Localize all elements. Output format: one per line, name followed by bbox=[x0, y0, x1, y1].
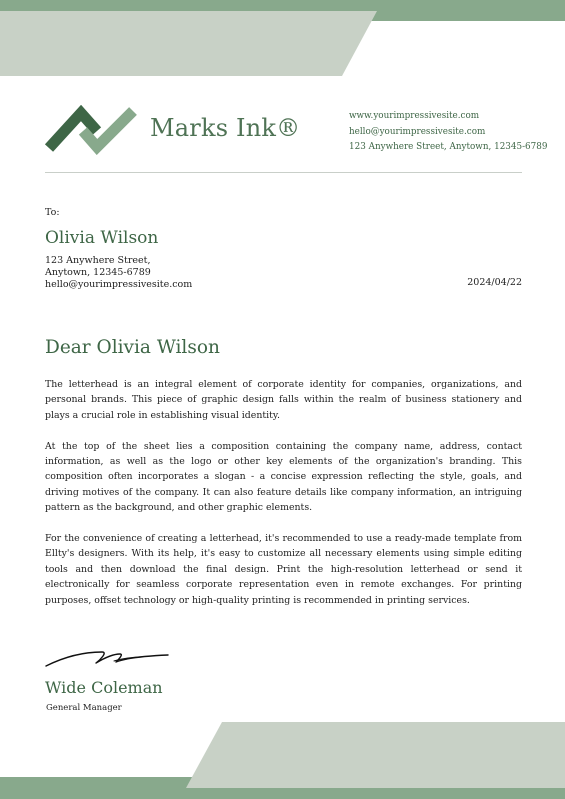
recipient-address-line1: 123 Anywhere Street, bbox=[45, 255, 151, 266]
company-address: 123 Anywhere Street, Anytown, 12345-6789 bbox=[349, 142, 548, 152]
body-paragraph-3: For the convenience of creating a letterhead, it's recommended to use a ready-made template from Ellty's designers. With its help, it's easy to customize all necessary elements using simple editing tools and then download the final design. Print the high-resolution letterhead or send it electronically for seamless corporate representation even in remote exchanges. For printing purposes, offset technology or high-quality printing is recommended in printing services. bbox=[45, 533, 522, 606]
recipient-email[interactable]: hello@yourimpressivesite.com bbox=[45, 279, 193, 290]
sender-title: General Manager bbox=[46, 703, 122, 713]
company-name: Marks Ink® bbox=[150, 114, 301, 142]
body-paragraph-2: At the top of the sheet lies a composition containing the company name, address, contact information, as well as the logo or other key elements of the organization's branding. This composition often incorporates a slogan - a concise expression reflecting the style, goals, and driving motives of the company. It can also feature details like company information, an intriguing pattern as the background, and other graphic elements. bbox=[45, 440, 522, 514]
handwritten-signature-icon bbox=[44, 646, 174, 672]
recipient-address-line2: Anytown, 12345-6789 bbox=[45, 267, 151, 278]
company-contact-block bbox=[349, 109, 547, 156]
letter-body bbox=[45, 377, 522, 623]
recipient-name: Olivia Wilson bbox=[45, 228, 159, 248]
bottom-light-parallelogram bbox=[186, 722, 565, 788]
to-label: To: bbox=[45, 207, 60, 218]
company-website[interactable]: www.yourimpressivesite.com bbox=[349, 111, 480, 121]
header-divider bbox=[45, 172, 522, 173]
company-email[interactable]: hello@yourimpressivesite.com bbox=[349, 126, 486, 137]
chevron-mountain-logo-icon bbox=[45, 105, 140, 155]
letter-date: 2024/04/22 bbox=[467, 277, 522, 288]
recipient-address-block bbox=[45, 255, 192, 291]
top-light-parallelogram bbox=[0, 11, 377, 76]
sender-name: Wide Coleman bbox=[45, 678, 163, 697]
greeting: Dear Olivia Wilson bbox=[45, 337, 220, 358]
body-paragraph-1: The letterhead is an integral element of corporate identity for companies, organizations, and personal brands. This piece of graphic design falls within the realm of business stationery and plays a crucial role in establishing visual identity. bbox=[45, 379, 522, 421]
